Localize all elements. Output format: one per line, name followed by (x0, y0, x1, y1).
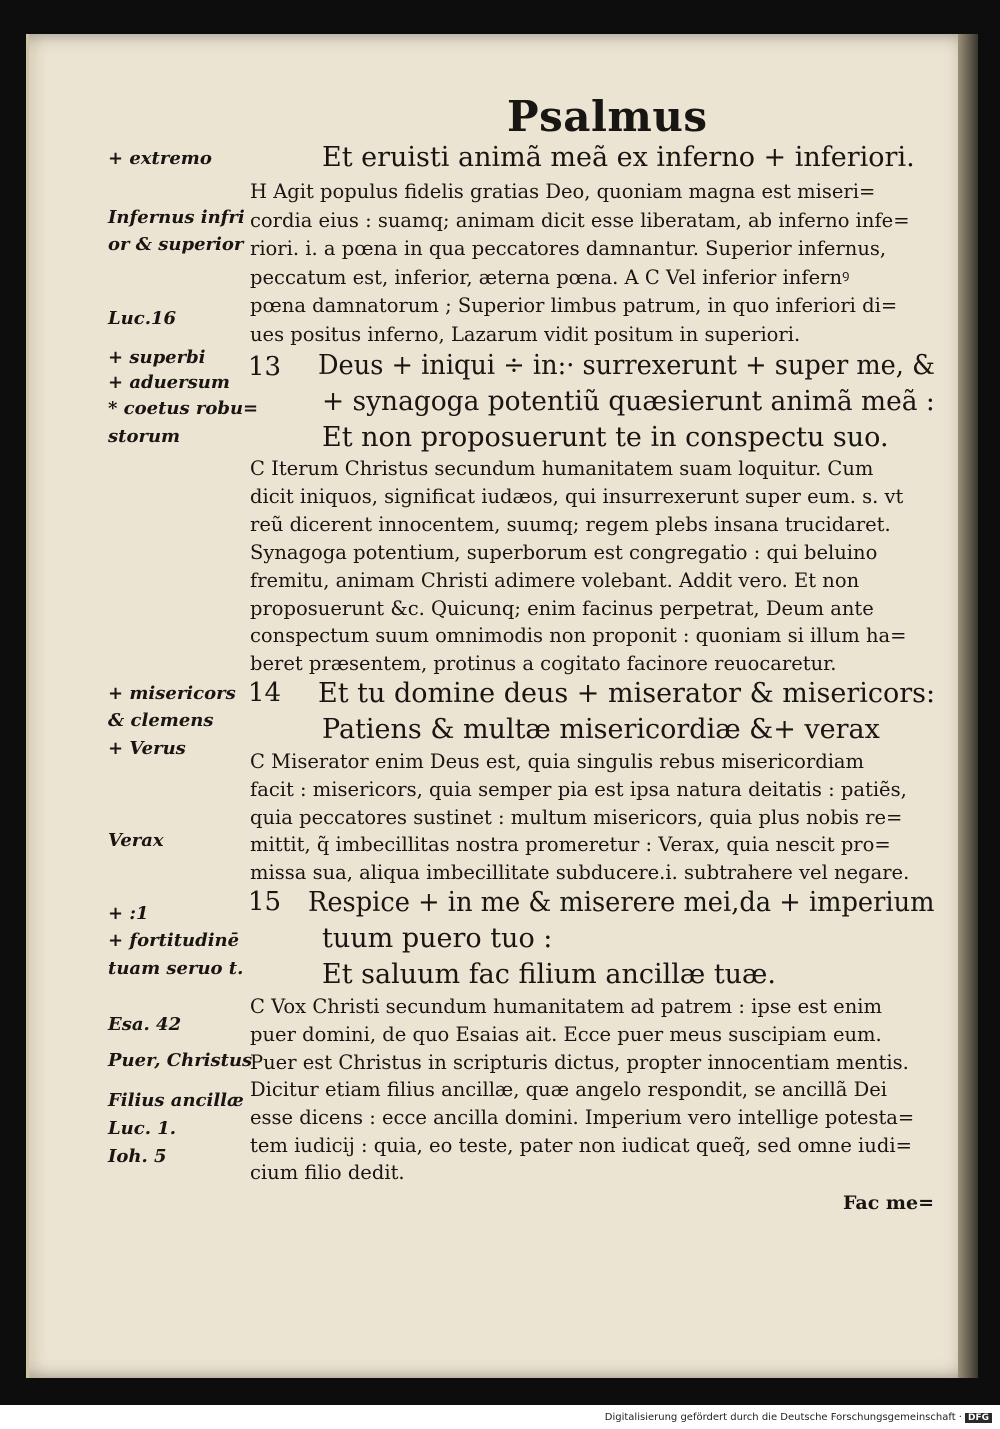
commentary-line: cium filio dedit. (250, 1161, 405, 1184)
commentary-line: quia peccatores sustinet : multum misericors, quia plus nobis re= (250, 806, 903, 829)
verse-number: 13 (248, 352, 282, 382)
margin-note: Esa. 42 (108, 1014, 182, 1035)
commentary-line: Puer est Christus in scripturis dictus, propter innocentiam mentis. (250, 1051, 909, 1074)
commentary-line: ues positus inferno, Lazarum vidit positum in superiori. (250, 323, 801, 346)
page-gutter (958, 34, 978, 1378)
margin-note: + :1 (108, 903, 149, 924)
commentary-line: reũ dicerent innocentem, suumq; regem plebs insana trucidaret. (250, 513, 891, 536)
psalm-line: Respice + in me & miserere mei,da + imperium (308, 887, 935, 918)
psalm-line: + synagoga potentiũ quæsierunt animã meã : (322, 386, 935, 417)
dfg-logo: DFG (965, 1413, 992, 1423)
commentary-line: riori. i. a pœna in qua peccatores damnantur. Superior infernus, (250, 237, 887, 260)
margin-note: * coetus robu= (108, 398, 259, 419)
psalm-line: tuum puero tuo : (322, 923, 553, 954)
psalm-line: Et saluum fac filium ancillæ tuæ. (322, 959, 777, 990)
catchword: Fac me= (842, 1192, 934, 1214)
commentary-line: beret præsentem, protinus a cogitato facinore reuocaretur. (250, 652, 837, 675)
commentary-line: H Agit populus fidelis gratias Deo, quoniam magna est miseri= (250, 180, 876, 203)
psalm-line: Et tu domine deus + miserator & misericors: (318, 678, 936, 709)
commentary-line: fremitu, animam Christi adimere volebant. Addit vero. Et non (250, 569, 860, 592)
psalm-line: Et non proposuerunt te in conspectu suo. (322, 422, 889, 453)
running-title: Psalmus (507, 92, 708, 141)
margin-note: & clemens (108, 710, 214, 731)
margin-note: Puer, Christus (108, 1050, 253, 1071)
verse-number: 15 (248, 887, 282, 917)
margin-note: storum (108, 426, 181, 447)
commentary-line: missa sua, aliqua imbecillitate subducere.i. subtrahere vel negare. (250, 861, 910, 884)
commentary-line: Synagoga potentium, superborum est congregatio : qui beluino (250, 541, 878, 564)
margin-note: + aduersum (108, 372, 230, 393)
margin-note: Ioh. 5 (108, 1146, 167, 1167)
margin-note: + extremo (108, 148, 212, 169)
footer-text: Digitalisierung gefördert durch die Deutsche Forschungsgemeinschaft · (604, 1412, 962, 1423)
margin-note: + superbi (108, 347, 206, 368)
commentary-line: facit : misericors, quia semper pia est ipsa natura deitatis : patiẽs, (250, 778, 907, 801)
commentary-line: C Iterum Christus secundum humanitatem suam loquitur. Cum (250, 457, 874, 480)
commentary-line: puer domini, de quo Esaias ait. Ecce puer meus suscipiam eum. (250, 1023, 882, 1046)
margin-note: + Verus (108, 738, 186, 759)
commentary-line: C Miserator enim Deus est, quia singulis rebus misericordiam (250, 750, 865, 773)
margin-note: + misericors (108, 683, 236, 704)
margin-note: tuam seruo t. (108, 958, 244, 979)
margin-note: or & superior (108, 234, 244, 255)
digitization-footer (605, 1412, 992, 1423)
commentary-line: esse dicens : ecce ancilla domini. Imperium vero intellige potesta= (250, 1106, 915, 1129)
commentary-line: conspectum suum omnimodis non proponit : quoniam si illum ha= (250, 624, 907, 647)
margin-note: Filius ancillæ (108, 1090, 244, 1111)
margin-note: Luc.16 (108, 308, 177, 329)
commentary-line: tem iudicij : quia, eo teste, pater non iudicat queq̃, sed omne iudi= (250, 1134, 912, 1157)
commentary-line: cordia eius : suamq; animam dicit esse liberatam, ab inferno infe= (250, 209, 910, 232)
commentary-line: pœna damnatorum ; Superior limbus patrum, in quo inferiori di= (250, 294, 898, 317)
margin-note: Infernus infri (108, 207, 245, 228)
commentary-line: Dicitur etiam filius ancillæ, quæ angelo respondit, se ancillã Dei (250, 1078, 888, 1101)
commentary-line: peccatum est, inferior, æterna pœna. A C Vel inferior infernꝰ (250, 266, 850, 289)
commentary-line: C Vox Christi secundum humanitatem ad patrem : ipse est enim (250, 995, 882, 1018)
margin-note: Luc. 1. (108, 1118, 177, 1139)
commentary-line: mittit, q̃ imbecillitas nostra promeretur : Verax, quia nescit pro= (250, 833, 891, 856)
psalm-line: Et eruisti animã meã ex inferno + inferiori. (322, 142, 915, 173)
verse-number: 14 (248, 678, 282, 708)
commentary-line: proposuerunt &c. Quicunq; enim facinus perpetrat, Deum ante (250, 597, 874, 620)
margin-note: + fortitudinē (108, 930, 240, 951)
margin-note: Verax (108, 830, 164, 851)
psalm-line: Patiens & multæ misericordiæ &+ verax (322, 714, 880, 745)
commentary-line: dicit iniquos, significat iudæos, qui insurrexerunt super eum. s. vt (250, 485, 904, 508)
psalm-line: Deus + iniqui ÷ in:· surrexerunt + super me, & (318, 350, 935, 381)
